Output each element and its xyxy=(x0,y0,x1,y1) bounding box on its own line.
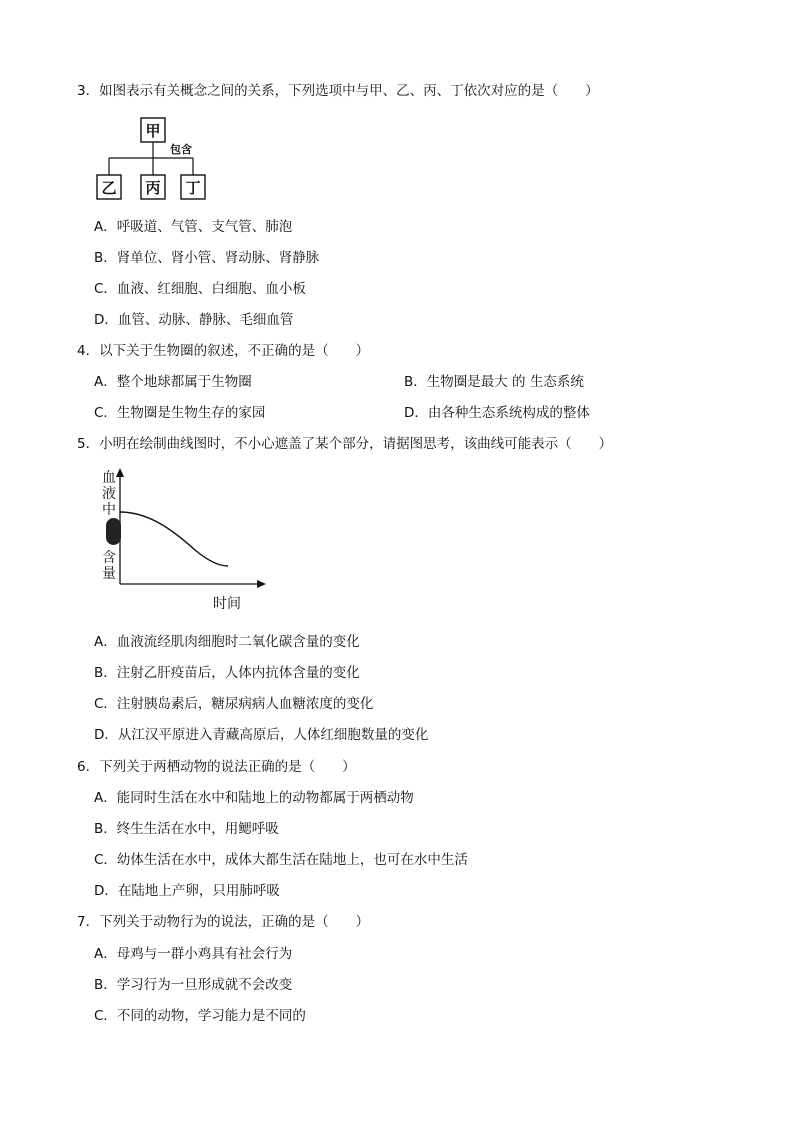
x-axis-arrow xyxy=(257,580,266,588)
box-jia-label: 甲 xyxy=(145,122,161,140)
q6-option-d: D．在陆地上产卵，只用肺呼吸 xyxy=(94,883,280,899)
question-4-stem: 4．以下关于生物圈的叙述，不正确的是（ ） xyxy=(77,343,370,359)
q4-option-c: C．生物圈是生物生存的家园 xyxy=(94,405,266,421)
x-axis-label: 时间 xyxy=(213,596,241,612)
q6-option-a: A．能同时生活在水中和陆地上的动物都属于两栖动物 xyxy=(94,790,414,806)
question-6-stem: 6．下列关于两栖动物的说法正确的是（ ） xyxy=(77,759,356,775)
box-yi-label: 乙 xyxy=(101,179,117,197)
q5-option-a: A．血液流经肌肉细胞时二氧化碳含量的变化 xyxy=(94,634,360,650)
box-bing-label: 丙 xyxy=(145,179,161,197)
y-label-char-1: 血 xyxy=(102,470,116,486)
q4-option-b: B．生物圈是最大 的 生态系统 xyxy=(404,374,584,390)
q3-option-c: C．血液、红细胞、白细胞、血小板 xyxy=(94,281,306,297)
concept-diagram xyxy=(95,116,225,206)
q3-option-d: D．血管、动脉、静脉、毛细血管 xyxy=(94,312,294,328)
y-label-char-2: 液 xyxy=(102,486,116,502)
q5-option-d: D．从江汉平原进入青藏高原后，人体红细胞数量的变化 xyxy=(94,727,429,743)
covered-blob xyxy=(106,518,121,545)
q5-option-c: C．注射胰岛素后，糖尿病病人血糖浓度的变化 xyxy=(94,696,374,712)
box-ding-label: 丁 xyxy=(185,179,201,197)
relation-label: 包含 xyxy=(170,143,192,156)
question-7-stem: 7．下列关于动物行为的说法，正确的是（ ） xyxy=(77,914,370,930)
q7-option-c: C．不同的动物，学习能力是不同的 xyxy=(94,1008,306,1024)
q4-option-a: A．整个地球都属于生物圈 xyxy=(94,374,252,390)
q7-option-a: A．母鸡与一群小鸡具有社会行为 xyxy=(94,946,293,962)
y-label-char-4: 含 xyxy=(102,550,116,566)
curve-graph xyxy=(95,466,270,614)
y-label-char-5: 量 xyxy=(102,566,116,582)
q6-option-c: C．幼体生活在水中，成体大都生活在陆地上，也可在水中生活 xyxy=(94,852,468,868)
question-5-stem: 5．小明在绘制曲线图时，不小心遮盖了某个部分，请据图思考，该曲线可能表示（ ） xyxy=(77,436,613,452)
q3-option-b: B．肾单位、肾小管、肾动脉、肾静脉 xyxy=(94,250,320,266)
question-3-stem: 3．如图表示有关概念之间的关系，下列选项中与甲、乙、丙、丁依次对应的是（ ） xyxy=(77,83,599,99)
y-axis-arrow xyxy=(116,468,124,477)
q7-option-b: B．学习行为一旦形成就不会改变 xyxy=(94,977,293,993)
q6-option-b: B．终生生活在水中，用鳃呼吸 xyxy=(94,821,279,837)
q3-option-a: A．呼吸道、气管、支气管、肺泡 xyxy=(94,219,293,235)
q4-option-d: D．由各种生态系统构成的整体 xyxy=(404,405,590,421)
q5-option-b: B．注射乙肝疫苗后，人体内抗体含量的变化 xyxy=(94,665,360,681)
curve-line xyxy=(120,512,228,566)
y-label-char-3: 中 xyxy=(102,502,116,518)
